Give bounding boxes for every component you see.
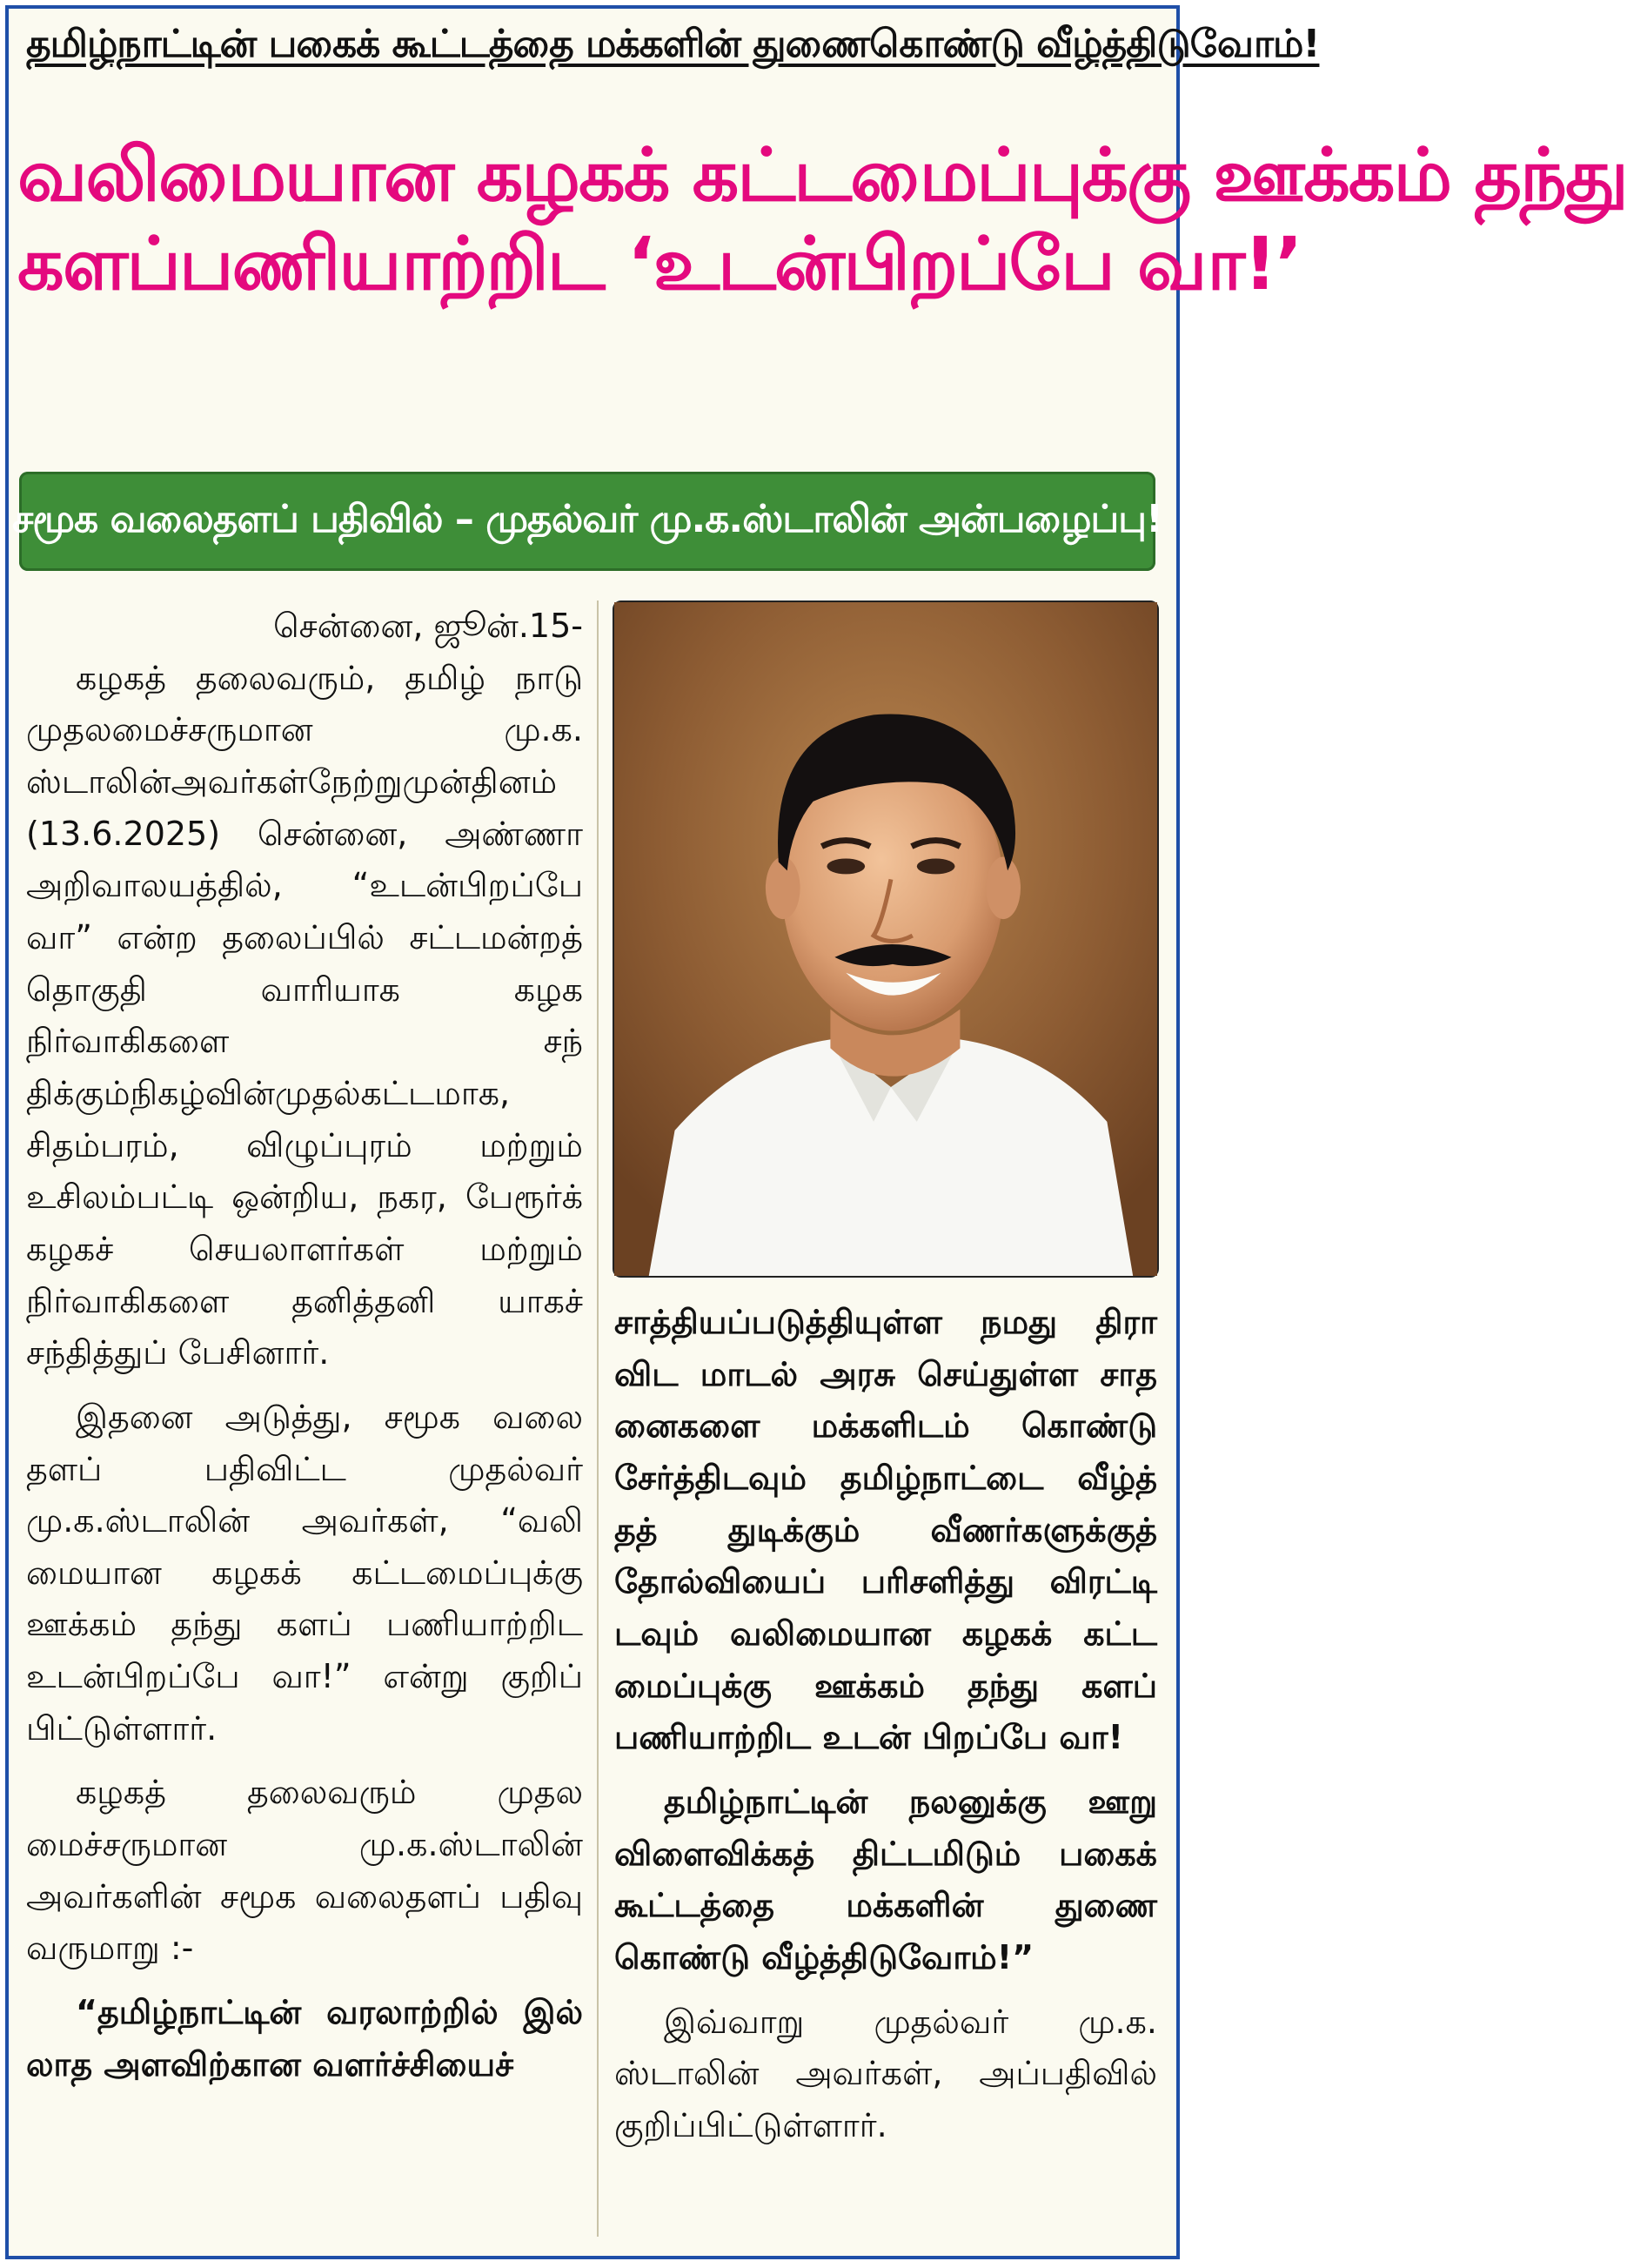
portrait-photo [613, 601, 1159, 1278]
quote-start: “தமிழ்நாட்டின் வரலாற்றில் இல் லாத அளவிற்கான வளர்ச்சியைச் [26, 1993, 583, 2083]
headline-line-2: களப்பணியாற்றிட ‘உடன்பிறப்பே வா!’ [17, 221, 1302, 307]
article-paragraph: இதனை அடுத்து, சமூக வலை தளப் பதிவிட்ட முதல்வர் மு.க.ஸ்டாலின் அவர்கள், “வலி மையான கழகக் கட்டமைப்புக்கு ஊக்கம் தந்து களப் பணியாற்றிட உடன்பிறப்பே வா!” என்று குறிப் பிட்டுள்ளார். [26, 1397, 583, 1748]
portrait-illustration [614, 602, 1157, 1276]
article-paragraph: கழகத் தலைவரும், தமிழ் நாடு முதலமைச்சருமான மு.க. ஸ்டாலின்அவர்கள்நேற்றுமுன்தினம் (13.6.2025) சென்னை, அண்ணா அறிவாலயத்தில், “உடன்பிறப்பே வா” என்ற தலைப்பில் சட்டமன்றத் தொகுதி வாரியாக கழக நிர்வாகிகளை சந் திக்கும்நிகழ்வின்முதல்கட்டமாக, சிதம்பரம், விழுப்புரம் மற்றும் உசிலம்பட்டி ஒன்றிய, நகர, பேரூர்க் கழகச் செயலாளர்கள் மற்றும் நிர்வாகிகளை தனித்தனி யாகச் சந்தித்துப் பேசினார். [26, 658, 583, 1372]
headline-line-1: வலிமையான கழகக் கட்டமைப்புக்கு ஊக்கம் தந்து [17, 132, 1627, 218]
column-divider [597, 601, 599, 2237]
main-headline [17, 131, 1627, 309]
article-right-column [614, 1297, 1157, 2237]
kicker-headline: தமிழ்நாட்டின் பகைக் கூட்டத்தை மக்களின் துணைகொண்டு வீழ்த்திடுவோம்! [26, 22, 1320, 66]
subheading-banner: சமூக வலைதளப் பதிவில் – முதல்வர் மு.க.ஸ்டாலின் அன்பழைப்பு! [19, 472, 1155, 571]
quote-continued: சாத்தியப்படுத்தியுள்ள நமது திரா விட மாடல் அரசு செய்துள்ள சாத னைகளை மக்களிடம் கொண்டு சேர்த்திடவும் தமிழ்நாட்டை வீழ்த் தத் துடிக்கும் வீணர்களுக்குத் தோல்வியைப் பரிசளித்து விரட்டி டவும் வலிமையான கழகக் கட்ட மைப்புக்கு ஊக்கம் தந்து களப் பணியாற்றிட உடன் பிறப்பே வா! [614, 1303, 1157, 1757]
dateline: சென்னை, ஜூன்.15- [273, 607, 583, 645]
article-left-column [26, 601, 583, 2237]
closing-paragraph: இவ்வாறு முதல்வர் மு.க. ஸ்டாலின் அவர்கள், அப்பதிவில் குறிப்பிட்டுள்ளார். [614, 2002, 1157, 2144]
quote-end: தமிழ்நாட்டின் நலனுக்கு ஊறு விளைவிக்கத் திட்டமிடும் பகைக் கூட்டத்தை மக்களின் துணை கொண்டு வீழ்த்திடுவோம்!” [614, 1782, 1157, 1976]
article-paragraph: கழகத் தலைவரும் முதல மைச்சருமான மு.க.ஸ்டாலின் அவர்களின் சமூக வலைதளப் பதிவு வருமாறு :- [26, 1773, 583, 1968]
